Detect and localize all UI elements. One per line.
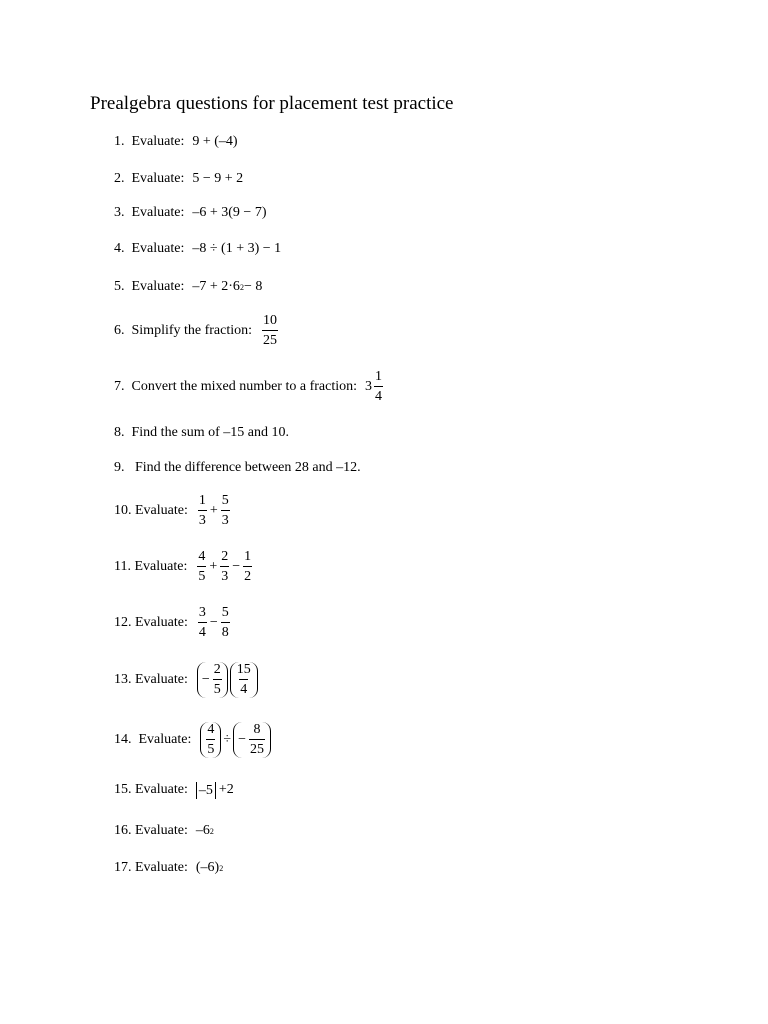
expression-part: +2 <box>218 782 234 797</box>
fraction <box>198 494 207 528</box>
question-label: Evaluate: <box>135 503 188 518</box>
question-number: 5. <box>114 279 125 294</box>
expression <box>195 550 254 584</box>
denominator: 5 <box>197 566 206 584</box>
question-label: Evaluate: <box>131 134 185 149</box>
question-10 <box>114 493 232 528</box>
denominator: 5 <box>206 739 215 757</box>
question-9 <box>114 453 361 483</box>
parenthesized-group <box>197 662 228 698</box>
question-label: Evaluate: <box>131 171 185 186</box>
question-label: Evaluate: <box>135 782 188 797</box>
expression: 9 + (–4) <box>192 134 238 149</box>
expression <box>192 279 262 295</box>
expression-part: –7 + 2·6 <box>192 279 240 294</box>
denominator: 25 <box>262 330 278 348</box>
expression <box>199 722 272 758</box>
numerator: 5 <box>221 605 229 620</box>
question-number: 12. <box>114 615 132 630</box>
question-label: Evaluate: <box>135 823 188 838</box>
fraction <box>220 550 229 584</box>
question-label: Evaluate: <box>135 615 188 630</box>
fraction <box>262 314 278 348</box>
operator: + <box>209 559 218 574</box>
question-16 <box>114 816 214 846</box>
question-6 <box>114 313 280 348</box>
operator: ÷ <box>223 732 232 747</box>
fraction <box>206 723 215 757</box>
question-number: 2. <box>114 171 125 186</box>
question-number: 15. <box>114 782 132 797</box>
expression: –6 + 3(9 − 7) <box>192 205 267 220</box>
fraction <box>198 606 207 640</box>
question-number: 8. <box>114 425 125 440</box>
question-label: Evaluate: <box>131 205 185 220</box>
fraction <box>249 723 265 757</box>
question-number: 16. <box>114 823 132 838</box>
denominator: 8 <box>221 622 230 640</box>
question-7 <box>114 369 385 404</box>
expression <box>196 494 232 528</box>
page-title: Prealgebra questions for placement test practice <box>90 93 454 114</box>
question-11 <box>114 549 254 584</box>
and-word: and <box>312 460 333 475</box>
question-label: Evaluate: <box>135 860 188 875</box>
denominator: 4 <box>239 679 248 697</box>
exponent: 2 <box>209 826 214 836</box>
numerator: 4 <box>207 722 215 737</box>
question-8 <box>114 418 289 448</box>
question-number: 1. <box>114 134 125 149</box>
question-label: Find the sum of <box>131 425 220 440</box>
question-number: 14. <box>114 732 132 747</box>
exponent: 2 <box>239 282 244 292</box>
question-17 <box>114 853 223 883</box>
question-14 <box>114 722 272 757</box>
denominator: 25 <box>249 739 265 757</box>
expression: 5 − 9 + 2 <box>192 171 244 186</box>
expression <box>196 860 223 876</box>
question-number: 17. <box>114 860 132 875</box>
numerator: 1 <box>198 493 206 508</box>
numerator: 4 <box>198 549 206 564</box>
question-number: 4. <box>114 241 125 256</box>
expression <box>260 314 280 348</box>
question-number: 10. <box>114 503 132 518</box>
question-4 <box>114 234 281 264</box>
denominator: 2 <box>243 566 252 584</box>
denominator: 4 <box>374 386 383 404</box>
question-label: Evaluate: <box>131 241 185 256</box>
absolute-value: –5 <box>196 782 216 799</box>
numerator: 15 <box>236 662 251 677</box>
denominator: 4 <box>198 622 207 640</box>
negative-sign: − <box>238 732 246 747</box>
question-label: Simplify the fraction: <box>131 323 253 338</box>
fraction <box>243 550 252 584</box>
question-label: Evaluate: <box>134 559 188 574</box>
question-number: 7. <box>114 379 125 394</box>
question-number: 3. <box>114 205 125 220</box>
numerator: 2 <box>213 662 221 677</box>
fraction <box>374 370 383 404</box>
expression <box>196 606 232 640</box>
operator: − <box>209 615 218 630</box>
negative-sign: − <box>201 672 210 687</box>
question-label: Evaluate: <box>135 672 188 687</box>
numerator: 10 <box>263 313 278 328</box>
parenthesized-group <box>230 662 258 698</box>
question-label: Evaluate: <box>138 732 192 747</box>
and-word: and <box>247 425 268 440</box>
exponent: 2 <box>219 863 224 873</box>
numerator: 3 <box>198 605 206 620</box>
expression <box>196 823 214 839</box>
period: . <box>285 425 289 440</box>
expression <box>196 782 234 799</box>
question-12 <box>114 605 232 640</box>
operator: + <box>209 503 218 518</box>
fraction <box>213 663 222 697</box>
question-number: 13. <box>114 672 132 687</box>
parenthesized-group <box>200 722 221 758</box>
fraction <box>221 606 230 640</box>
period: . <box>357 460 361 475</box>
question-number: 6. <box>114 323 125 338</box>
operator: − <box>232 559 241 574</box>
whole-part: 3 <box>365 379 372 394</box>
value-b: –12 <box>336 460 358 475</box>
question-1 <box>114 127 238 157</box>
denominator: 3 <box>221 510 230 528</box>
numerator: 1 <box>375 369 382 384</box>
question-2 <box>114 164 243 194</box>
base: –6 <box>195 823 210 838</box>
numerator: 8 <box>253 722 261 737</box>
question-13 <box>114 662 259 697</box>
question-label: Find the difference between <box>135 460 292 475</box>
mixed-number <box>365 370 385 404</box>
parenthesized-group <box>233 722 271 758</box>
fraction <box>221 494 230 528</box>
numerator: 1 <box>244 549 252 564</box>
numerator: 5 <box>221 493 229 508</box>
value-a: –15 <box>223 425 245 440</box>
question-3 <box>114 198 267 228</box>
value-b: 10 <box>271 425 286 440</box>
question-15 <box>114 775 234 805</box>
question-label: Evaluate: <box>131 279 185 294</box>
expression: –8 ÷ (1 + 3) − 1 <box>192 241 282 256</box>
base: (–6) <box>195 860 220 875</box>
denominator: 3 <box>198 510 207 528</box>
fraction <box>197 550 206 584</box>
numerator: 2 <box>221 549 229 564</box>
denominator: 3 <box>220 566 229 584</box>
fraction <box>236 663 252 697</box>
question-5 <box>114 272 262 302</box>
denominator: 5 <box>213 679 222 697</box>
question-label: Convert the mixed number to a fraction: <box>131 379 357 394</box>
question-number: 9. <box>114 460 125 475</box>
expression <box>196 662 259 698</box>
question-number: 11. <box>114 559 131 574</box>
expression-part: − 8 <box>243 279 263 294</box>
value-a: 28 <box>294 460 309 475</box>
